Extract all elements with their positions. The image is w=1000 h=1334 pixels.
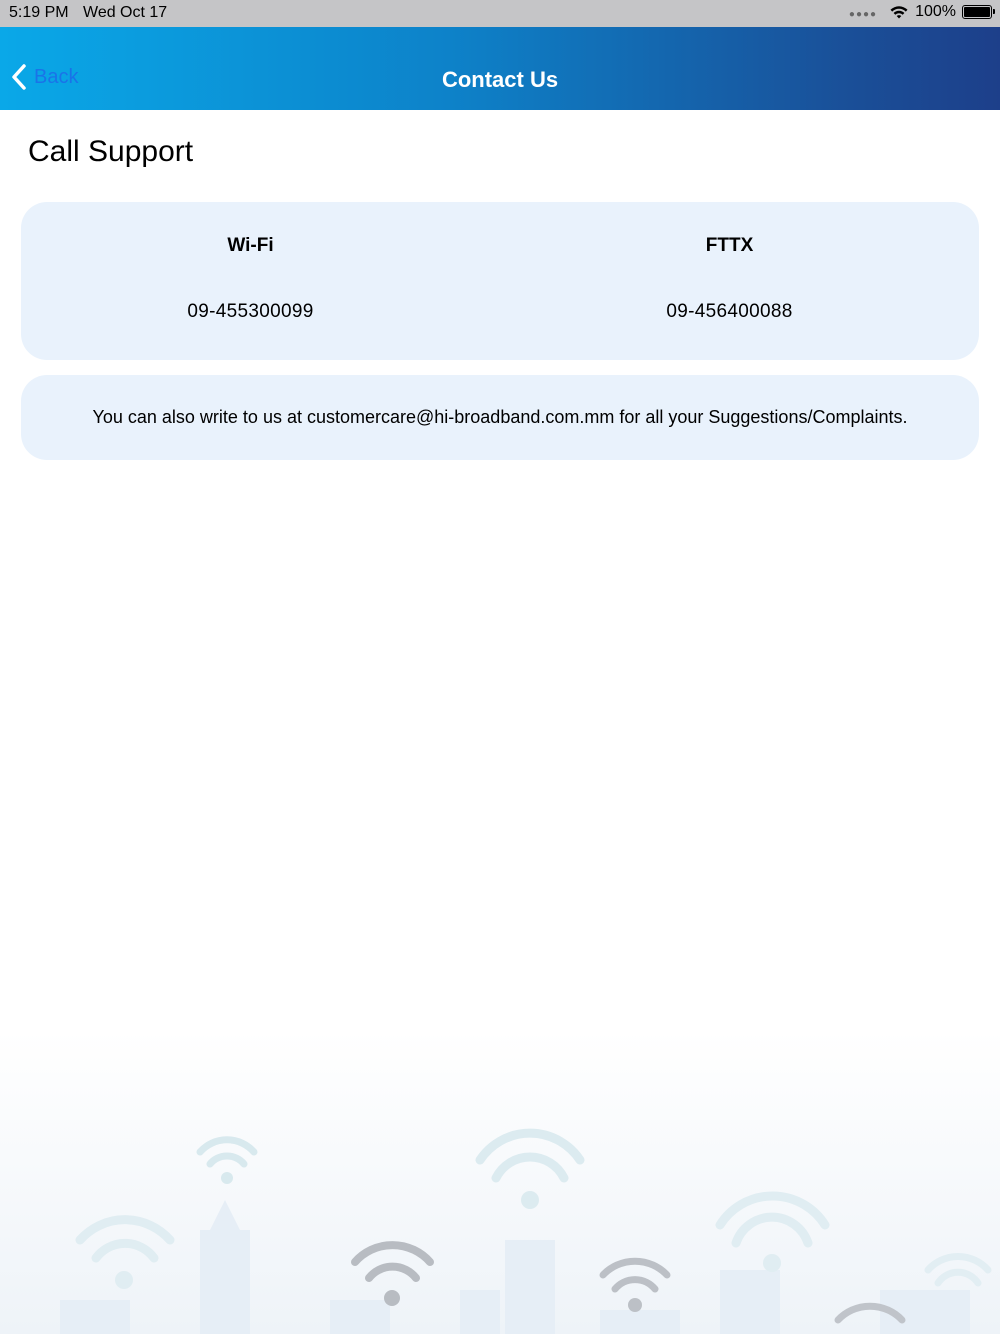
support-phone-number[interactable]: 09-455300099 bbox=[187, 301, 314, 322]
email-note-text: You can also write to us at customercare@hi-broadband.com.mm for all your Suggestions/Complaints. bbox=[92, 407, 908, 427]
signal-dots-icon: ●●●● bbox=[848, 8, 878, 20]
back-label: Back bbox=[34, 65, 79, 88]
wifi-icon bbox=[889, 4, 909, 20]
battery-percent: 100% bbox=[915, 3, 956, 20]
page-title: Contact Us bbox=[441, 67, 559, 92]
email-note-card bbox=[21, 375, 979, 460]
status-indicators bbox=[849, 3, 992, 21]
support-label: FTTX bbox=[705, 235, 754, 256]
section-title: Call Support bbox=[28, 135, 194, 168]
support-wifi bbox=[21, 202, 500, 360]
battery-icon bbox=[962, 5, 992, 19]
status-time: 5:19 PM bbox=[9, 4, 69, 21]
call-support-card bbox=[21, 202, 979, 360]
background-skyline-illustration bbox=[0, 1030, 1000, 1334]
support-phone-number[interactable]: 09-456400088 bbox=[666, 301, 793, 322]
navigation-bar bbox=[0, 27, 1000, 110]
support-label: Wi-Fi bbox=[227, 235, 274, 256]
status-date: Wed Oct 17 bbox=[83, 4, 168, 21]
status-bar bbox=[0, 0, 1000, 27]
support-fttx bbox=[500, 202, 979, 360]
